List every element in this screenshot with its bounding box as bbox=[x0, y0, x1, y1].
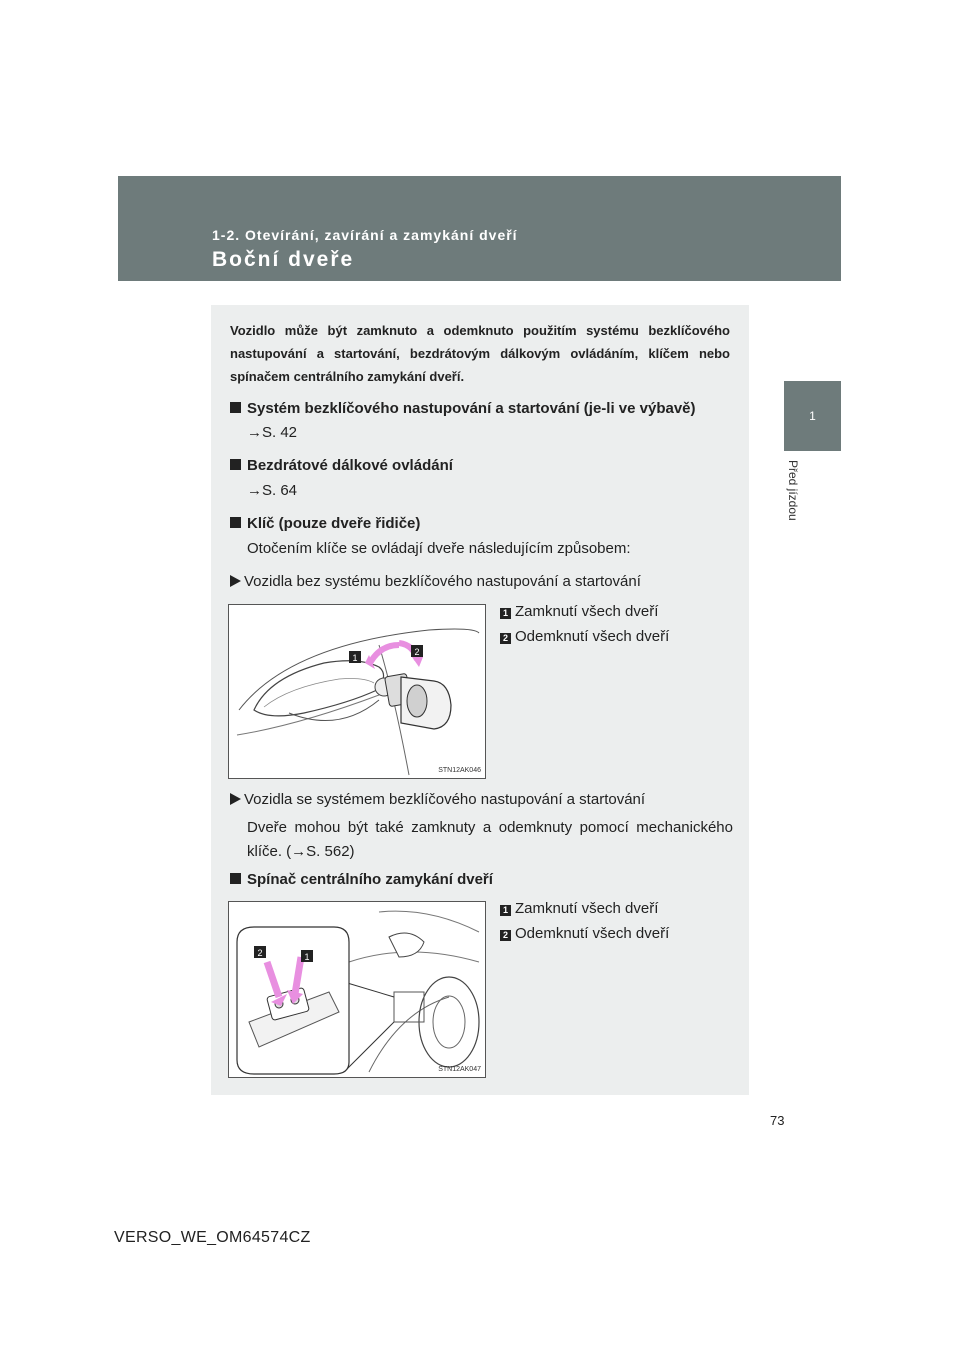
svg-text:1: 1 bbox=[352, 653, 358, 663]
chapter-header bbox=[118, 176, 841, 281]
heading-key bbox=[230, 514, 420, 534]
page-number: 73 bbox=[770, 1113, 785, 1128]
heading-remote bbox=[230, 456, 453, 476]
square-bullet-icon bbox=[230, 873, 241, 884]
square-bullet-icon bbox=[230, 517, 241, 528]
ref-remote: →S. 64 bbox=[247, 482, 298, 499]
triangle-bullet-icon bbox=[230, 575, 241, 587]
fig1-legend-1-text: Zamknutí všech dveří bbox=[515, 603, 659, 620]
intro-paragraph: Vozidlo může být zamknuto a odemknuto použitím systému bezklíčového nastupování a startování, bezdrátovým dálkovým ovládáním, klíčem nebo spínačem centrálního zamykání dveří. bbox=[230, 323, 730, 384]
heading-remote-text: Bezdrátové dálkové ovládání bbox=[247, 457, 453, 474]
fig2-legend-2-text: Odemknutí všech dveří bbox=[515, 925, 670, 942]
key-sub2-paragraph: Dveře mohou být také zamknuty a odemknuty pomocí mechanického klíče. (→S. 562) bbox=[247, 819, 733, 860]
page-title: Boční dveře bbox=[212, 248, 355, 271]
key-sub2-text: Vozidla se systémem bezklíčového nastupování a startování bbox=[244, 791, 646, 808]
fig1-legend-2 bbox=[500, 628, 669, 645]
fig2-legend-1-text: Zamknutí všech dveří bbox=[515, 900, 659, 917]
square-bullet-icon bbox=[230, 402, 241, 413]
number-badge-icon: 2 bbox=[500, 930, 511, 941]
chapter-number: 1 bbox=[809, 409, 816, 423]
square-bullet-icon bbox=[230, 459, 241, 470]
number-badge-icon: 1 bbox=[500, 905, 511, 916]
svg-text:2: 2 bbox=[257, 948, 263, 958]
heading-smart-entry-text: Systém bezklíčového nastupování a startování (je-li ve výbavě) bbox=[247, 400, 696, 417]
ref-smart-entry: →S. 42 bbox=[247, 424, 298, 441]
heading-key-text: Klíč (pouze dveře řidiče) bbox=[247, 515, 421, 532]
heading-switch-text: Spínač centrálního zamykání dveří bbox=[247, 871, 493, 888]
chapter-tab bbox=[784, 381, 841, 451]
svg-text:2: 2 bbox=[414, 647, 420, 657]
fig2-legend-1 bbox=[500, 900, 658, 917]
figure-door-key bbox=[228, 604, 486, 779]
heading-smart-entry bbox=[230, 399, 696, 419]
fig1-legend-1 bbox=[500, 603, 658, 620]
section-title: 1-2. Otevírání, zavírání a zamykání dveří bbox=[212, 227, 518, 243]
document-code: VERSO_WE_OM64574CZ bbox=[114, 1229, 311, 1246]
svg-text:1: 1 bbox=[304, 952, 310, 962]
number-badge-icon: 2 bbox=[500, 633, 511, 644]
fig2-legend-2 bbox=[500, 925, 669, 942]
chapter-label bbox=[786, 460, 800, 550]
fig1-legend-2-text: Odemknutí všech dveří bbox=[515, 628, 670, 645]
heading-switch bbox=[230, 870, 493, 890]
number-badge-icon: 1 bbox=[500, 608, 511, 619]
key-sub1-text: Vozidla bez systému bezklíčového nastupování a startování bbox=[244, 573, 641, 590]
triangle-bullet-icon bbox=[230, 793, 241, 805]
key-sub2 bbox=[230, 790, 645, 810]
lock-switch-illustration bbox=[229, 902, 485, 1077]
chapter-label-text: Před jízdou bbox=[786, 460, 800, 521]
door-handle-illustration bbox=[229, 605, 485, 778]
figure-code: STN12AK047 bbox=[438, 1066, 481, 1073]
key-text: Otočením klíče se ovládají dveře následujícím způsobem: bbox=[247, 540, 631, 557]
key-sub1 bbox=[230, 572, 641, 592]
figure-code: STN12AK046 bbox=[438, 767, 481, 774]
figure-lock-switch bbox=[228, 901, 486, 1078]
